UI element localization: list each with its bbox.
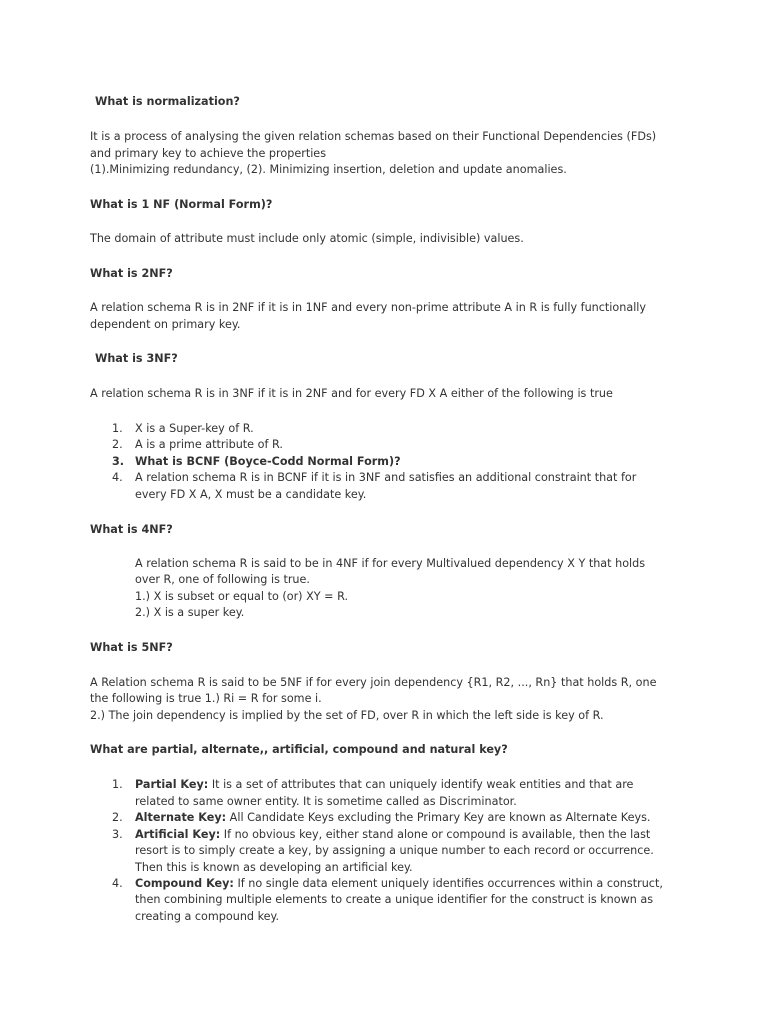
paragraph-line: A relation schema R is said to be in 4NF if for every Multivalued dependency X Y that holds bbox=[135, 557, 646, 570]
list-text: then combining multiple elements to create a unique identifier for the construct is known as bbox=[135, 893, 654, 906]
paragraph-line: the following is true 1.) Ri = R for some i. bbox=[90, 692, 322, 705]
paragraph-line: 2.) X is a super key. bbox=[135, 606, 245, 619]
heading-5nf: What is 5NF? bbox=[90, 641, 173, 654]
paragraph-line: (1).Minimizing redundancy, (2). Minimizing insertion, deletion and update anomalies. bbox=[90, 163, 567, 176]
list-number: 2. bbox=[112, 811, 123, 824]
list-text bbox=[135, 876, 663, 892]
heading-1nf: What is 1 NF (Normal Form)? bbox=[90, 198, 273, 211]
heading-3nf: What is 3NF? bbox=[95, 352, 178, 365]
list-text: A is a prime attribute of R. bbox=[135, 438, 283, 451]
list-number: 3. bbox=[112, 455, 125, 468]
heading-normalization: What is normalization? bbox=[95, 95, 240, 108]
key-term: Compound Key: bbox=[135, 877, 234, 890]
list-text bbox=[135, 810, 650, 826]
list-text bbox=[135, 777, 633, 793]
paragraph-line: over R, one of following is true. bbox=[135, 573, 310, 586]
paragraph-line: 1.) X is subset or equal to (or) XY = R. bbox=[135, 590, 349, 603]
list-text: What is BCNF (Boyce-Codd Normal Form)? bbox=[135, 455, 401, 468]
key-term: Partial Key: bbox=[135, 778, 209, 791]
list-number: 2. bbox=[112, 438, 123, 451]
list-text: Then this is known as developing an artificial key. bbox=[135, 861, 413, 874]
paragraph-line: dependent on primary key. bbox=[90, 318, 241, 331]
heading-4nf: What is 4NF? bbox=[90, 523, 173, 536]
heading-2nf: What is 2NF? bbox=[90, 267, 173, 280]
list-text bbox=[135, 827, 650, 843]
key-term: Artificial Key: bbox=[135, 828, 221, 841]
key-term: Alternate Key: bbox=[135, 811, 227, 824]
paragraph-line: A Relation schema R is said to be 5NF if for every join dependency {R1, R2, ..., Rn} that holds R, one bbox=[90, 676, 657, 689]
key-description: If no obvious key, either stand alone or compound is available, then the last bbox=[220, 828, 651, 841]
list-text: X is a Super-key of R. bbox=[135, 422, 254, 435]
list-number: 1. bbox=[112, 422, 123, 435]
list-text: creating a compound key. bbox=[135, 910, 280, 923]
paragraph-line: It is a process of analysing the given relation schemas based on their Functional Dependencies (FDs) bbox=[90, 130, 657, 143]
paragraph-line: 2.) The join dependency is implied by the set of FD, over R in which the left side is key of R. bbox=[90, 709, 604, 722]
key-description: It is a set of attributes that can uniquely identify weak entities and that are bbox=[208, 778, 634, 791]
heading-keys: What are partial, alternate,, artificial, compound and natural key? bbox=[90, 743, 508, 756]
list-number: 4. bbox=[112, 471, 123, 484]
key-description: All Candidate Keys excluding the Primary Key are known as Alternate Keys. bbox=[226, 811, 651, 824]
key-description: If no single data element uniquely identifies occurrences within a construct, bbox=[233, 877, 663, 890]
paragraph-line: and primary key to achieve the properties bbox=[90, 147, 327, 160]
list-number: 3. bbox=[112, 828, 123, 841]
list-number: 4. bbox=[112, 877, 123, 890]
list-text: every FD X A, X must be a candidate key. bbox=[135, 488, 367, 501]
list-text: A relation schema R is in BCNF if it is in 3NF and satisfies an additional constraint that for bbox=[135, 471, 637, 484]
paragraph-line: A relation schema R is in 3NF if it is in 2NF and for every FD X A either of the following is true bbox=[90, 387, 613, 400]
paragraph-line: The domain of attribute must include only atomic (simple, indivisible) values. bbox=[90, 232, 524, 245]
list-text: resort is to simply create a key, by assigning a unique number to each record or occurrence. bbox=[135, 844, 654, 857]
list-number: 1. bbox=[112, 778, 123, 791]
paragraph-line: A relation schema R is in 2NF if it is in 1NF and every non-prime attribute A in R is fully functionally bbox=[90, 301, 647, 314]
list-text: related to same owner entity. It is sometime called as Discriminator. bbox=[135, 795, 517, 808]
